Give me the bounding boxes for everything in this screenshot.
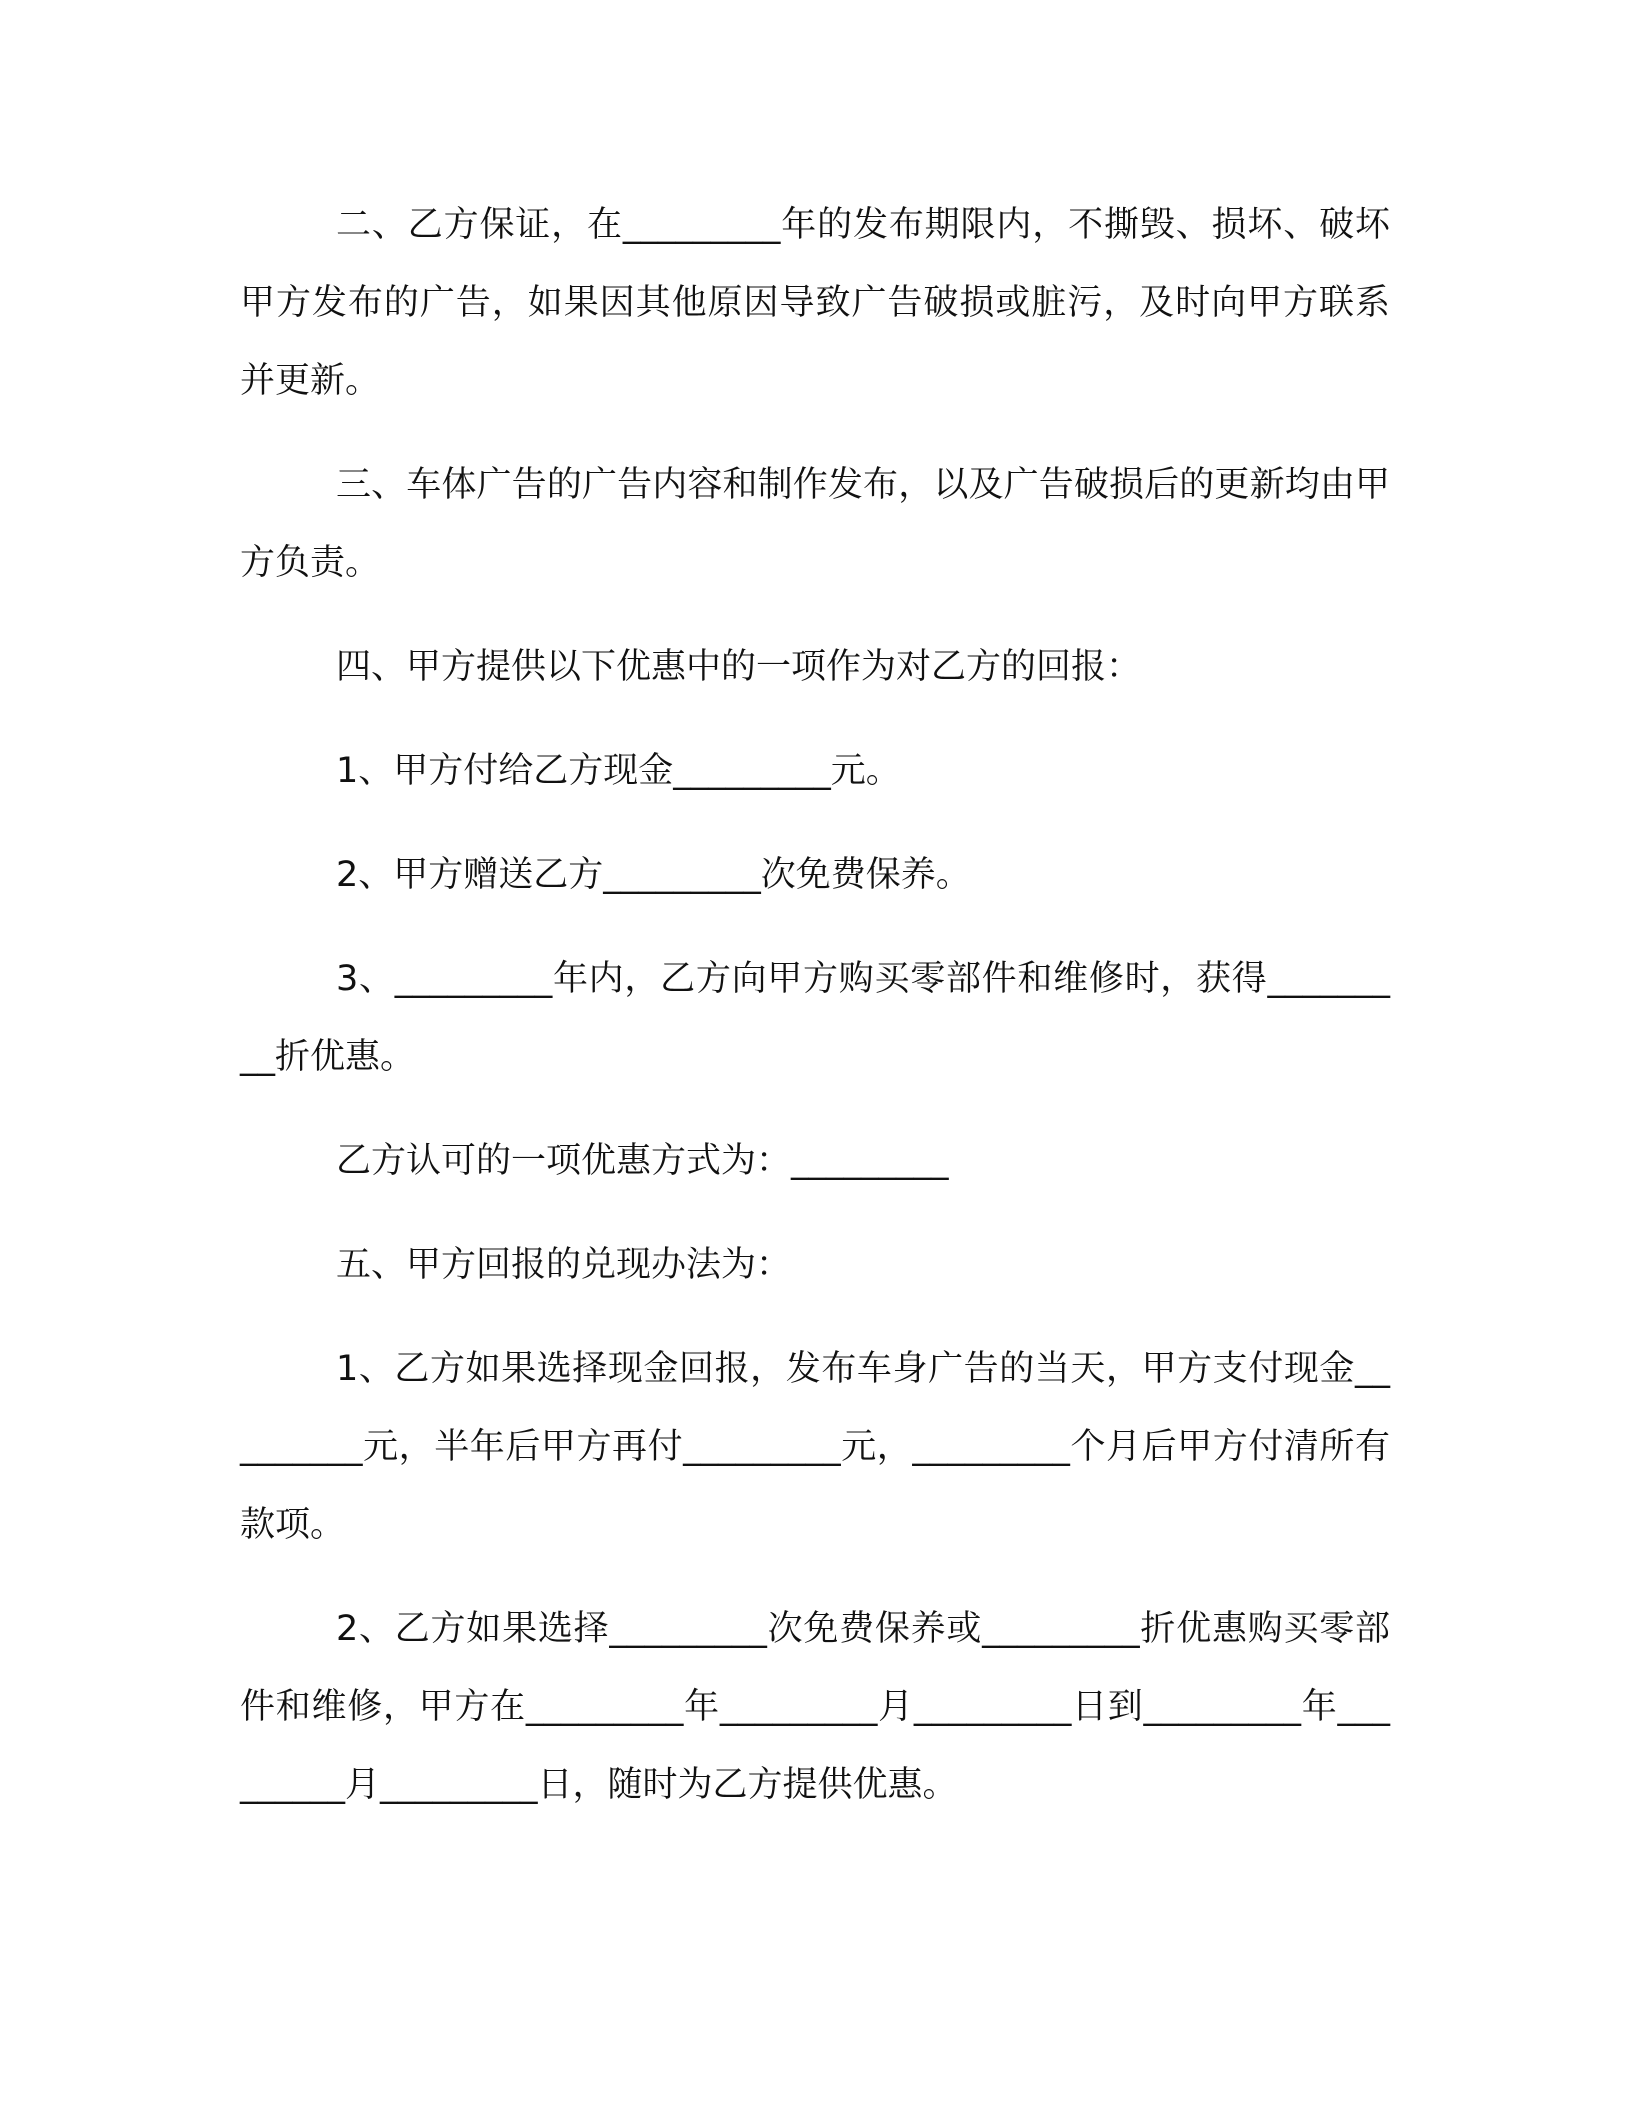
clause-three-responsibility: 三、车体广告的广告内容和制作发布，以及广告破损后的更新均由甲方负责。 [240, 465, 1390, 583]
accepted-reward-method: 乙方认可的一项优惠方式为：_________ [336, 1141, 949, 1181]
redemption-maintenance-discount: 2、乙方如果选择_________次免费保养或_________折优惠购买零部件和维修，甲方在_________年_________月_________日到_________年_________月_________日，随时为乙方提供优惠。 [240, 1609, 1390, 1805]
reward-option-maintenance: 2、甲方赠送乙方_________次免费保养。 [336, 855, 971, 895]
redemption-cash: 1、乙方如果选择现金回报，发布车身广告的当天，甲方支付现金_________元，半年后甲方再付_________元，_________个月后甲方付清所有款项。 [240, 1349, 1390, 1545]
clause-two-warranty: 二、乙方保证，在_________年的发布期限内，不撕毁、损坏、破坏甲方发布的广告，如果因其他原因导致广告破损或脏污，及时向甲方联系并更新。 [240, 205, 1390, 401]
reward-option-cash: 1、甲方付给乙方现金_________元。 [336, 751, 901, 791]
clause-four-rewards: 四、甲方提供以下优惠中的一项作为对乙方的回报： [336, 647, 1142, 687]
clause-five-redemption: 五、甲方回报的兑现办法为： [336, 1245, 792, 1285]
reward-option-discount: 3、_________年内，乙方向甲方购买零部件和维修时，获得_________折优惠。 [240, 959, 1390, 1077]
document-page [240, 186, 1390, 1850]
